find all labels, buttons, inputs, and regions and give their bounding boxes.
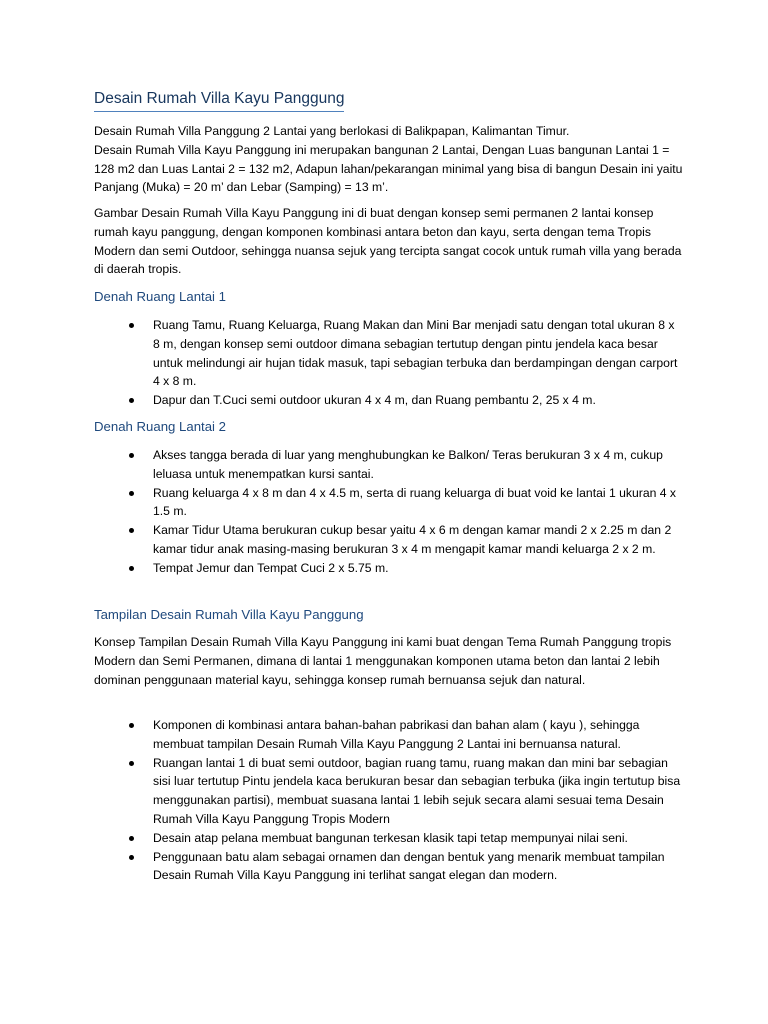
- list-item: Akses tangga berada di luar yang menghubungkan ke Balkon/ Teras berukuran 3 x 4 m, cukup leluasa untuk menempatkan kursi santai.: [153, 446, 683, 484]
- list-item: Dapur dan T.Cuci semi outdoor ukuran 4 x 4 m, dan Ruang pembantu 2, 25 x 4 m.: [153, 391, 683, 410]
- intro-line-location: Desain Rumah Villa Panggung 2 Lantai yang berlokasi di Balikpapan, Kalimantan Timur.: [94, 124, 570, 138]
- appearance-text: Konsep Tampilan Desain Rumah Villa Kayu Panggung ini kami buat dengan Tema Rumah Panggung tropis Modern dan Semi Permanen, dimana di lantai 1 menggunakan komponen utama beton dan lantai 2 lebih dominan penggunaan material kayu, sehingga konsep rumah bernuansa sejuk dan natural.: [94, 635, 672, 687]
- list-item: Komponen di kombinasi antara bahan-bahan pabrikasi dan bahan alam ( kayu ), sehingga membuat tampilan Desain Rumah Villa Kayu Panggung 2 Lantai ini bernuansa natural.: [153, 716, 683, 754]
- document-title: Desain Rumah Villa Kayu Panggung: [94, 88, 344, 112]
- bullet-icon: [129, 761, 134, 766]
- list-item: Ruang keluarga 4 x 8 m dan 4 x 4.5 m, serta di ruang keluarga di buat void ke lantai 1 ukuran 4 x 1.5 m.: [153, 484, 683, 522]
- intro-line-area: Desain Rumah Villa Kayu Panggung ini merupakan bangunan 2 Lantai, Dengan Luas bangunan Lantai 1 = 128 m2 dan Luas Lantai 2 = 132 m2, Adapun lahan/pekarangan minimal yang bisa di bangun Desain ini yaitu Panjang (Muka) = 20 m’ dan Lebar (Samping) = 13 m’.: [94, 142, 683, 195]
- list-item: Ruangan lantai 1 di buat semi outdoor, bagian ruang tamu, ruang makan dan mini bar sebagian sisi luar tertutup Pintu jendela kaca berukuran besar dan sebagian terbuka (jika ingin tertutup bisa menggunakan partisi), membuat suasana lantai 1 lebih sejuk secara alami sesuai tema Desain Rumah Villa Kayu Panggung Tropis Modern: [153, 754, 683, 829]
- appearance-list: [153, 716, 683, 885]
- floor-1-list: [153, 316, 683, 410]
- bullet-icon: [129, 453, 134, 458]
- bullet-icon: [129, 855, 134, 860]
- bullet-icon: [129, 491, 134, 496]
- list-item: Tempat Jemur dan Tempat Cuci 2 x 5.75 m.: [153, 559, 683, 578]
- appearance-paragraph: [94, 633, 684, 689]
- heading-appearance: Tampilan Desain Rumah Villa Kayu Panggung: [94, 607, 364, 622]
- list-item: Desain atap pelana membuat bangunan terkesan klasik tapi tetap mempunyai nilai seni.: [153, 829, 683, 848]
- concept-text: Gambar Desain Rumah Villa Kayu Panggung ini di buat dengan konsep semi permanen 2 lantai konsep rumah kayu panggung, dengan komponen kombinasi antara beton dan kayu, serta dengan tema Tropis Modern dan semi Outdoor, sehingga nuansa sejuk yang tercipta sangat cocok untuk rumah villa yang berada di daerah tropis.: [94, 206, 682, 277]
- list-item: Penggunaan batu alam sebagai ornamen dan dengan bentuk yang menarik membuat tampilan Desain Rumah Villa Kayu Panggung ini terlihat sangat elegan dan modern.: [153, 848, 683, 886]
- intro-paragraph: [94, 122, 684, 197]
- list-item: Ruang Tamu, Ruang Keluarga, Ruang Makan dan Mini Bar menjadi satu dengan total ukuran 8 x 8 m, dengan konsep semi outdoor dimana sebagian tertutup dengan pintu jendela kaca besar untuk melindungi air hujan tidak masuk, tapi sebagian terbuka dan berdampingan dengan carport 4 x 8 m.: [153, 316, 683, 391]
- bullet-icon: [129, 723, 134, 728]
- floor-2-list: [153, 446, 683, 578]
- bullet-icon: [129, 323, 134, 328]
- heading-floor-1: Denah Ruang Lantai 1: [94, 289, 226, 304]
- list-item: Kamar Tidur Utama berukuran cukup besar yaitu 4 x 6 m dengan kamar mandi 2 x 2.25 m dan 2 kamar tidur anak masing-masing berukuran 3 x 4 m mengapit kamar mandi keluarga 2 x 2 m.: [153, 521, 683, 559]
- bullet-icon: [129, 836, 134, 841]
- heading-floor-2: Denah Ruang Lantai 2: [94, 419, 226, 434]
- bullet-icon: [129, 528, 134, 533]
- concept-paragraph: [94, 204, 684, 279]
- bullet-icon: [129, 398, 134, 403]
- bullet-icon: [129, 566, 134, 571]
